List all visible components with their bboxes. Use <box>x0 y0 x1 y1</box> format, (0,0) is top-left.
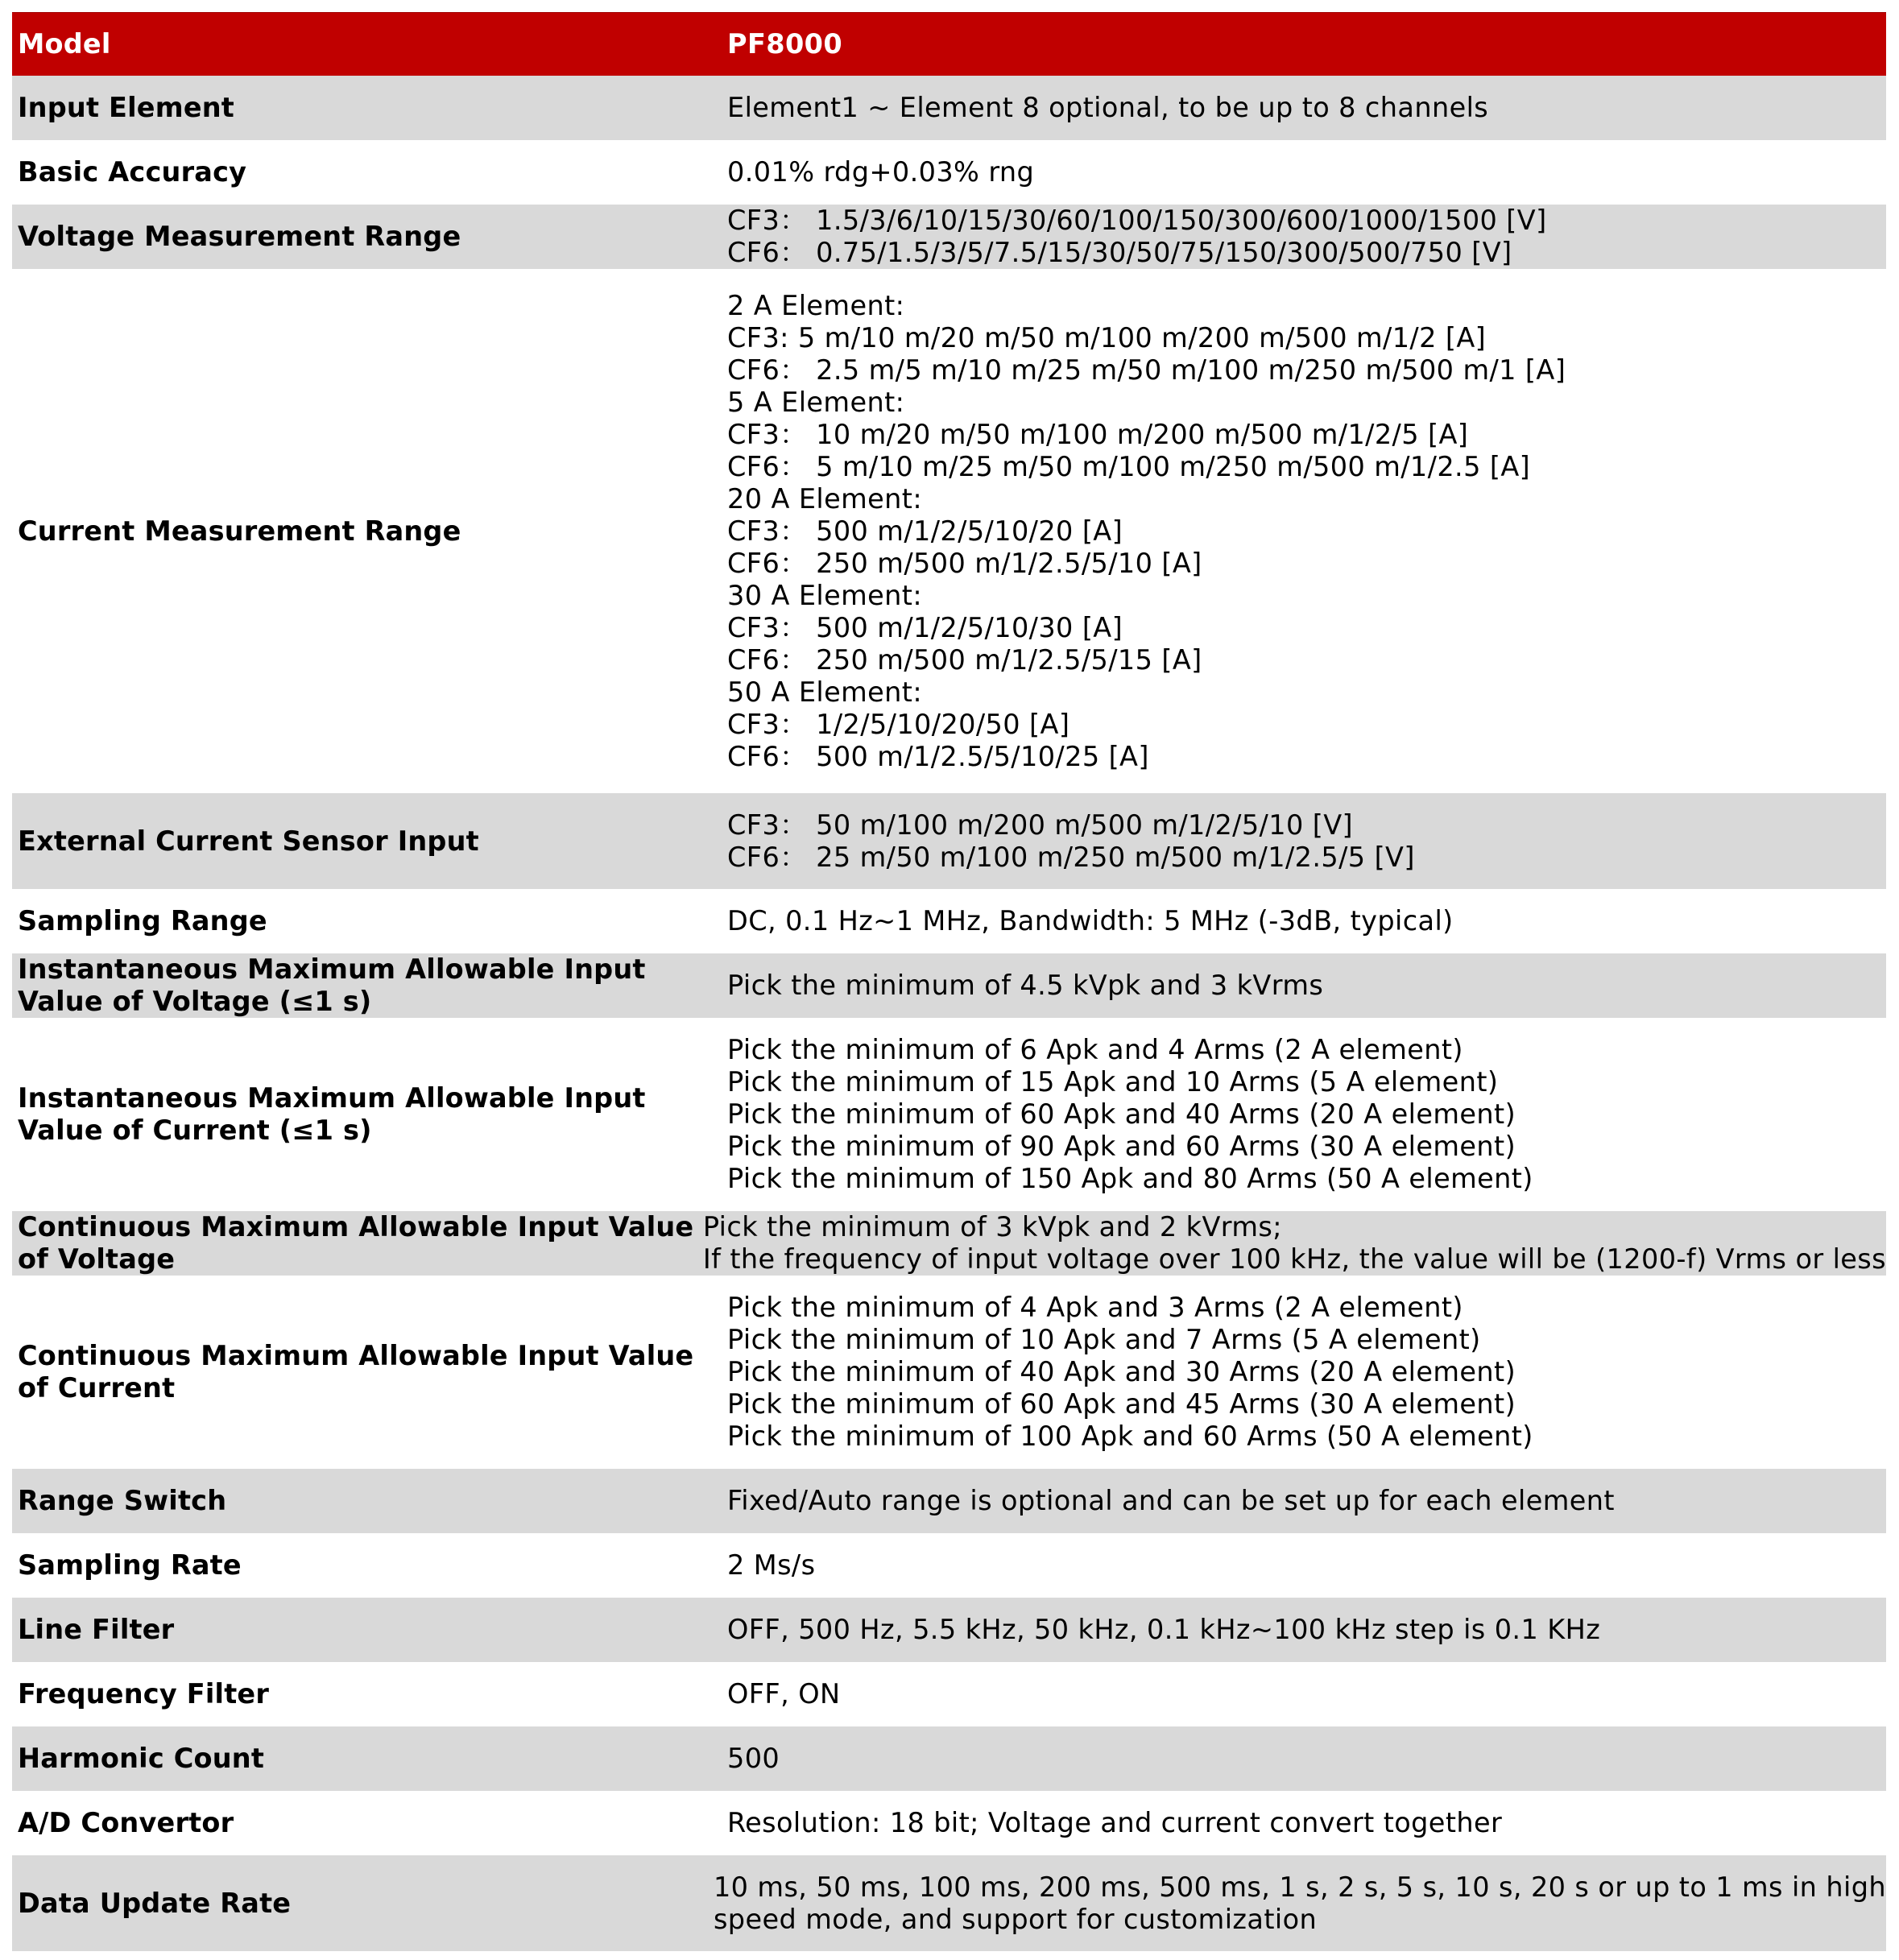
spec-label: Continuous Maximum Allowable Input Value of Current <box>18 1340 694 1404</box>
spec-value-line: 50 A Element: <box>727 676 923 708</box>
spec-value <box>727 1614 1886 1646</box>
spec-value-line: OFF, 500 Hz, 5.5 kHz, 50 kHz, 0.1 kHz~100 kHz step is 0.1 KHz <box>727 1614 1601 1645</box>
spec-value-line: CF3： 10 m/20 m/50 m/100 m/200 m/500 m/1/2/5 [A] <box>727 418 1469 450</box>
spec-value <box>727 92 1886 124</box>
spec-value-line: CF3: 5 m/10 m/20 m/50 m/100 m/200 m/500 m/1/2 [A] <box>727 321 1487 354</box>
table-row <box>12 889 1886 953</box>
spec-value-line: Element1 ~ Element 8 optional, to be up to 8 channels <box>727 92 1489 123</box>
spec-value <box>727 1678 1886 1710</box>
table-row <box>12 1662 1886 1726</box>
spec-value <box>727 205 1886 269</box>
spec-value-line: CF6： 250 m/500 m/1/2.5/5/15 [A] <box>727 643 1202 676</box>
table-row <box>12 1726 1886 1791</box>
spec-value-line: CF6： 25 m/50 m/100 m/250 m/500 m/1/2.5/5 [V] <box>727 841 1415 873</box>
header-model-name: PF8000 <box>727 28 843 60</box>
table-row <box>12 76 1886 140</box>
spec-label: Sampling Rate <box>18 1549 242 1581</box>
spec-value-line: CF6： 5 m/10 m/25 m/50 m/100 m/250 m/500 m/1/2.5 [A] <box>727 450 1531 482</box>
table-header-row <box>12 12 1886 76</box>
spec-label: Current Measurement Range <box>18 515 461 547</box>
spec-value-line: CF3： 50 m/100 m/200 m/500 m/1/2/5/10 [V] <box>727 808 1353 841</box>
spec-value-line: CF3： 1/2/5/10/20/50 [A] <box>727 708 1070 740</box>
table-row <box>12 1533 1886 1598</box>
spec-value <box>727 905 1886 937</box>
spec-value-line: Pick the minimum of 90 Apk and 60 Arms (30 A element) <box>727 1131 1516 1162</box>
spec-label: Continuous Maximum Allowable Input Value of Voltage <box>18 1211 694 1275</box>
spec-label: Basic Accuracy <box>18 156 247 188</box>
table-row <box>12 1211 1886 1276</box>
spec-value <box>727 970 1886 1002</box>
spec-label: Line Filter <box>18 1614 175 1645</box>
header-label: Model <box>18 28 111 60</box>
table-row <box>12 1276 1886 1469</box>
spec-value-line: CF6： 2.5 m/5 m/10 m/25 m/50 m/100 m/250 m/500 m/1 [A] <box>727 354 1566 386</box>
spec-value-line: Fixed/Auto range is optional and can be set up for each element <box>727 1485 1615 1516</box>
spec-value <box>727 1034 1886 1195</box>
spec-value-line: CF3： 500 m/1/2/5/10/30 [A] <box>727 611 1123 643</box>
spec-label: Range Switch <box>18 1485 227 1516</box>
spec-value-line: Pick the minimum of 60 Apk and 45 Arms (30 A element) <box>727 1388 1516 1420</box>
spec-value-line: Pick the minimum of 15 Apk and 10 Arms (5 A element) <box>727 1066 1499 1098</box>
table-row <box>12 1791 1886 1855</box>
table-row <box>12 1855 1886 1951</box>
table-row <box>12 140 1886 205</box>
spec-value-line: Pick the minimum of 40 Apk and 30 Arms (20 A element) <box>727 1356 1516 1387</box>
spec-value-line: DC, 0.1 Hz~1 MHz, Bandwidth: 5 MHz (-3dB, typical) <box>727 905 1454 937</box>
spec-value-line: 500 <box>727 1743 780 1774</box>
spec-label: External Current Sensor Input <box>18 825 479 857</box>
spec-label: Harmonic Count <box>18 1743 265 1774</box>
spec-value-line: 2 Ms/s <box>727 1549 816 1581</box>
spec-value-line: Resolution: 18 bit; Voltage and current convert together <box>727 1807 1503 1838</box>
spec-value-line: If the frequency of input voltage over 100 kHz, the value will be (1200-f) Vrms or less <box>702 1243 1886 1275</box>
spec-value-line: 0.01% rdg+0.03% rng <box>727 156 1035 188</box>
spec-value-line: Pick the minimum of 100 Apk and 60 Arms (50 A element) <box>727 1420 1533 1452</box>
spec-value-line: 2 A Element: <box>727 289 905 321</box>
spec-value-line: CF6： 250 m/500 m/1/2.5/5/10 [A] <box>727 547 1202 579</box>
spec-value <box>727 1292 1886 1453</box>
spec-value-line: Pick the minimum of 4 Apk and 3 Arms (2 A element) <box>727 1292 1463 1323</box>
spec-value-line: 30 A Element: <box>727 579 923 611</box>
table-row <box>12 205 1886 269</box>
spec-table <box>12 12 1886 1951</box>
spec-rows <box>12 76 1886 1951</box>
spec-label: Instantaneous Maximum Allowable Input Value of Current (≤1 s) <box>18 1082 646 1146</box>
spec-value <box>727 1743 1886 1775</box>
spec-value <box>714 1871 1886 1936</box>
table-row <box>12 269 1886 793</box>
spec-value <box>727 290 1886 773</box>
spec-label: Voltage Measurement Range <box>18 221 461 252</box>
spec-value-line: CF6： 500 m/1/2.5/5/10/25 [A] <box>727 740 1149 772</box>
spec-value-line: CF6： 0.75/1.5/3/5/7.5/15/30/50/75/150/300/500/750 [V] <box>727 237 1512 268</box>
spec-label: Instantaneous Maximum Allowable Input Value of Voltage (≤1 s) <box>18 953 646 1017</box>
spec-label: Frequency Filter <box>18 1678 270 1710</box>
spec-value <box>703 1211 1886 1276</box>
table-row <box>12 793 1886 889</box>
spec-value-line: Pick the minimum of 4.5 kVpk and 3 kVrms <box>727 970 1324 1001</box>
spec-value-line: 10 ms, 50 ms, 100 ms, 200 ms, 500 ms, 1 s, 2 s, 5 s, 10 s, 20 s or up to 1 ms in high <box>713 1871 1886 1903</box>
spec-value <box>727 156 1886 188</box>
spec-label: A/D Convertor <box>18 1807 234 1838</box>
spec-value-line: CF3： 1.5/3/6/10/15/30/60/100/150/300/600/1000/1500 [V] <box>727 205 1547 236</box>
table-row <box>12 1018 1886 1211</box>
spec-value-line: Pick the minimum of 3 kVpk and 2 kVrms; <box>702 1211 1282 1243</box>
spec-value-line: Pick the minimum of 6 Apk and 4 Arms (2 A element) <box>727 1034 1463 1065</box>
spec-value <box>727 1807 1886 1839</box>
table-row <box>12 1598 1886 1662</box>
spec-value-line: 20 A Element: <box>727 482 923 515</box>
spec-value-line: Pick the minimum of 10 Apk and 7 Arms (5 A element) <box>727 1324 1481 1355</box>
spec-value <box>727 1485 1886 1517</box>
table-row <box>12 1469 1886 1533</box>
spec-label: Sampling Range <box>18 905 267 937</box>
spec-value <box>727 1549 1886 1582</box>
spec-value-line: CF3： 500 m/1/2/5/10/20 [A] <box>727 515 1123 547</box>
spec-label: Data Update Rate <box>18 1887 292 1919</box>
spec-value-line: speed mode, and support for customization <box>713 1903 1318 1935</box>
table-row <box>12 953 1886 1018</box>
spec-value-line: 5 A Element: <box>727 386 905 418</box>
spec-value <box>727 809 1886 874</box>
spec-value-line: Pick the minimum of 150 Apk and 80 Arms (50 A element) <box>727 1163 1533 1194</box>
spec-value-line: OFF, ON <box>727 1678 841 1710</box>
spec-value-line: Pick the minimum of 60 Apk and 40 Arms (20 A element) <box>727 1098 1516 1130</box>
spec-label: Input Element <box>18 92 234 123</box>
